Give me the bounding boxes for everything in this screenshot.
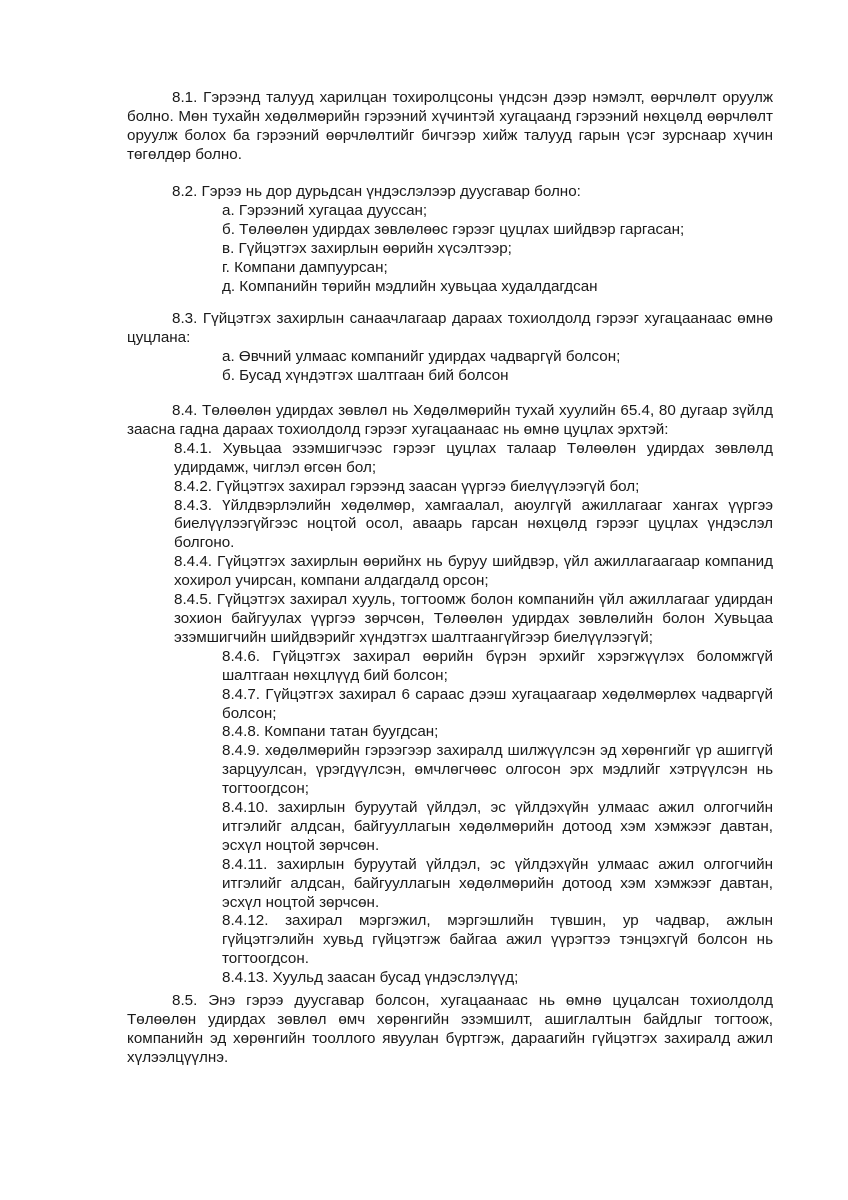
- section-8-5: [127, 992, 773, 1068]
- section-8-3-item-b: б. Бусад хүндэтгэх шалтгаан бий болсон: [222, 366, 509, 384]
- section-8-2-item-d: д. Компанийн төрийн мэдлийн хувьцаа худалдагдсан: [222, 277, 598, 295]
- section-8-5-text: 8.5. Энэ гэрээ дуусгавар болсон, хугацаанаас нь өмнө цуцалсан тохиолдолд Төлөөлөн удирдах зөвлөл өмч хөрөнгийн эзэмшилт, ашиглалтын байдлыг тогтоож, компанийн эд хөрөнгийн тооллого явуулан бүртгэж, дараагийн гүйцэтгэх захиралд ажил хүлээлцүүлнэ.: [127, 992, 773, 1066]
- section-8-4-11: 8.4.11. захирлын буруутай үйлдэл, эс үйлдэхүйн улмаас ажил олгогчийн итгэлийг алдсан, байгууллагын хөдөлмөрийн дотоод хэм хэмжээг давтан, эсхүл ноцтой зөрчсөн.: [222, 855, 773, 911]
- section-8-4-3: 8.4.3. Үйлдвэрлэлийн хөдөлмөр, хамгаалал, аюулгүй ажиллагааг хангах үүргээ биелүүлээгүйгээс ноцтой осол, аваарь гарсан нөхцөлд гэрээг цуцлах үндэслэл болгоно.: [174, 496, 773, 552]
- section-8-4-2: 8.4.2. Гүйцэтгэх захирал гэрээнд заасан үүргээ биелүүлээгүй бол;: [174, 477, 640, 495]
- section-8-3-item-a: а. Өвчний улмаас компанийг удирдах чадваргүй болсон;: [222, 347, 621, 365]
- section-8-4: [127, 402, 773, 988]
- section-8-3: [127, 310, 773, 386]
- section-8-2-item-v: в. Гүйцэтгэх захирлын өөрийн хүсэлтээр;: [222, 239, 512, 257]
- section-8-2-text: 8.2. Гэрээ нь дор дурьдсан үндэслэлээр дуусгавар болно:: [172, 183, 581, 200]
- section-8-4-8: 8.4.8. Компани татан буугдсан;: [222, 723, 439, 741]
- section-8-4-7: 8.4.7. Гүйцэтгэх захирал 6 сараас дээш хугацаагаар хөдөлмөрлөх чадваргүй болсон;: [222, 685, 773, 722]
- section-8-4-4: 8.4.4. Гүйцэтгэх захирлын өөрийнх нь буруу шийдвэр, үйл ажиллагаагаар компанид хохирол учирсан, компани алдагдалд орсон;: [174, 553, 773, 590]
- section-8-4-13: 8.4.13. Хуульд заасан бусад үндэслэлүүд;: [222, 969, 519, 987]
- section-8-1-text: 8.1. Гэрээнд талууд харилцан тохиролцсоны үндсэн дээр нэмэлт, өөрчлөлт оруулж болно. Мөн тухайн хөдөлмөрийн гэрээний хүчинтэй хугацаанд гэрээний нөхцөлд өөрчлөлт оруулж болох ба гэрээний өөрчлөлтийг бичгээр хийж талууд гарын үсэг зурснаар хүчин төгөлдөр болно.: [127, 89, 773, 163]
- section-8-3-text: 8.3. Гүйцэтгэх захирлын санаачлагаар дараах тохиолдолд гэрээг хугацаанаас өмнө цуцлана:: [127, 310, 773, 346]
- section-8-4-text: 8.4. Төлөөлөн удирдах зөвлөл нь Хөдөлмөрийн тухай хуулийн 65.4, 80 дугаар зүйлд заасна гадна дараах тохиолдолд гэрээг хугацаанаас нь өмнө цуцлах эрхтэй:: [127, 402, 773, 438]
- section-8-2-item-a: а. Гэрээний хугацаа дууссан;: [222, 201, 428, 219]
- section-8-4-12: 8.4.12. захирал мэргэжил, мэргэшлийн түвшин, ур чадвар, ажлын гүйцэтгэлийн хувьд гүйцэтгэж байгаа ажил үүрэгтээ тэнцэхгүй болсон нь тогтоогдсон.: [222, 912, 773, 968]
- section-8-2-item-b: б. Төлөөлөн удирдах зөвлөлөөс гэрээг цуцлах шийдвэр гаргасан;: [222, 220, 685, 238]
- section-8-4-9: 8.4.9. хөдөлмөрийн гэрээгээр захиралд шилжүүлсэн эд хөрөнгийг үр ашиггүй зарцуулсан, үрэгдүүлсэн, өмчлөгчөөс олгосон эрх мэдлийг хэтрүүлсэн нь тогтоогдсон;: [222, 742, 773, 798]
- section-8-1: [127, 89, 773, 165]
- section-8-4-1: 8.4.1. Хувьцаа эзэмшигчээс гэрээг цуцлах талаар Төлөөлөн удирдах зөвлөлд удирдамж, чиглэл өгсөн бол;: [174, 439, 773, 476]
- section-8-4-6: 8.4.6. Гүйцэтгэх захирал өөрийн бүрэн эрхийг хэрэгжүүлэх боломжгүй шалтгаан нөхцлүүд бий болсон;: [222, 647, 773, 684]
- section-8-4-10: 8.4.10. захирлын буруутай үйлдэл, эс үйлдэхүйн улмаас ажил олгогчийн итгэлийг алдсан, байгууллагын хөдөлмөрийн дотоод хэм хэмжээг давтан, эсхүл ноцтой зөрчсөн.: [222, 799, 773, 854]
- section-8-4-5: 8.4.5. Гүйцэтгэх захирал хууль, тогтоомж болон компанийн үйл ажиллагааг удирдан зохион байгуулах үүргээ зөрчсөн, Төлөөлөн удирдах зөвлөлийн болон Хувьцаа эзэмшигчийн шийдвэрийг хүндэтгэх шалтгаангүйгээр биелүүлээгүй;: [174, 591, 773, 646]
- section-8-2: [127, 183, 773, 296]
- section-8-2-item-g: г. Компани дампуурсан;: [222, 258, 388, 276]
